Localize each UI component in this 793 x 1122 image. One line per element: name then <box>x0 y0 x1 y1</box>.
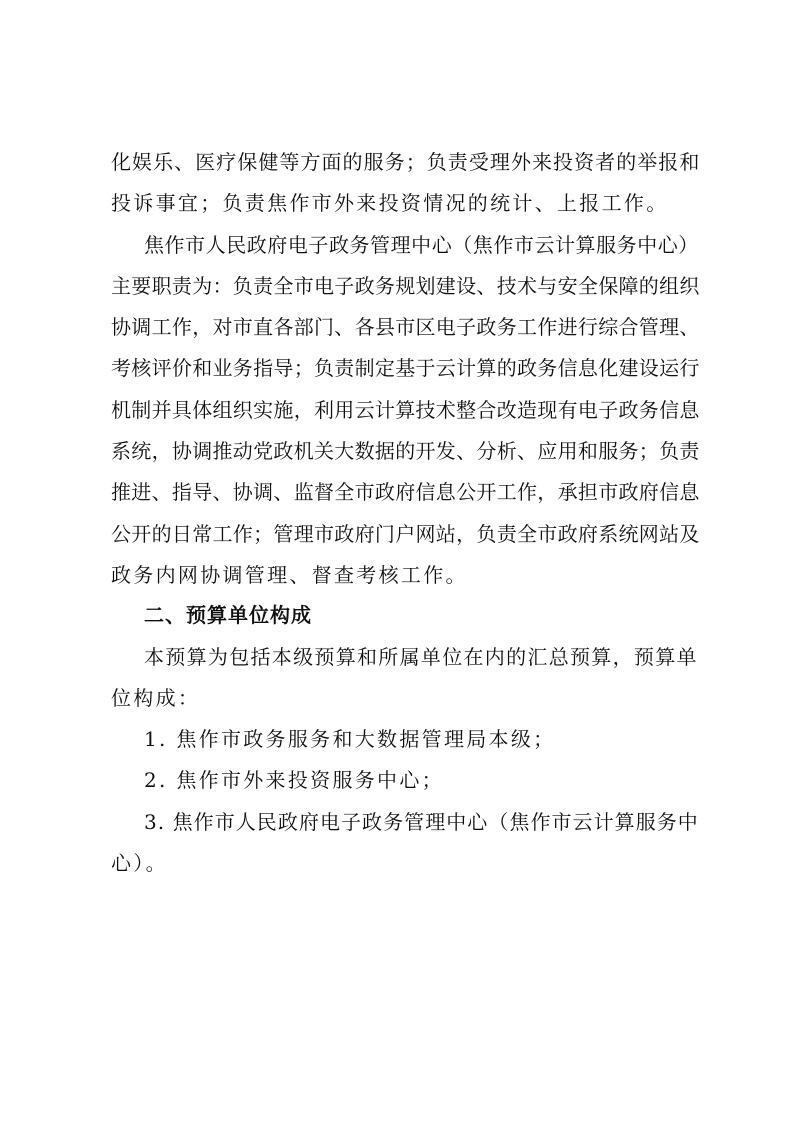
paragraph-line-11: 政务内网协调管理、督查考核工作。 <box>111 563 468 587</box>
paragraph-line-7: 机制并具体组织实施，利用云计算技术整合改造现有电子政务信息 <box>111 398 700 422</box>
list-item-1: 1. 焦作市政务服务和大数据管理局本级； <box>144 727 556 751</box>
paragraph-line-12: 本预算为包括本级预算和所属单位在内的汇总预算，预算单 <box>144 645 698 669</box>
list-item-3: 3. 焦作市人民政府电子政务管理中心（焦作市云计算服务中 <box>144 810 699 834</box>
paragraph-line-9: 推进、指导、协调、监督全市政府信息公开工作，承担市政府信息 <box>111 480 700 504</box>
list-item-2: 2. 焦作市外来投资服务中心； <box>144 768 444 792</box>
section-heading: 二、预算单位构成 <box>144 603 312 627</box>
paragraph-line-6: 考核评价和业务指导；负责制定基于云计算的政务信息化建设运行 <box>111 356 700 380</box>
paragraph-line-1: 化娱乐、医疗保健等方面的服务；负责受理外来投资者的举报和 <box>111 150 701 174</box>
list-item-3-continued: 心）。 <box>111 851 168 875</box>
paragraph-line-2: 投诉事宜；负责焦作市外来投资情况的统计、上报工作。 <box>111 191 669 215</box>
paragraph-line-3: 焦作市人民政府电子政务管理中心（焦作市云计算服务中心） <box>144 233 699 257</box>
paragraph-line-13: 位构成： <box>111 686 201 710</box>
paragraph-line-4: 主要职责为：负责全市电子政务规划建设、技术与安全保障的组织 <box>111 274 700 298</box>
paragraph-line-10: 公开的日常工作；管理市政府门户网站，负责全市政府系统网站及 <box>111 522 700 546</box>
paragraph-line-5: 协调工作，对市直各部门、各县市区电子政务工作进行综合管理、 <box>111 315 700 339</box>
paragraph-line-8: 系统，协调推动党政机关大数据的开发、分析、应用和服务；负责 <box>111 439 700 463</box>
